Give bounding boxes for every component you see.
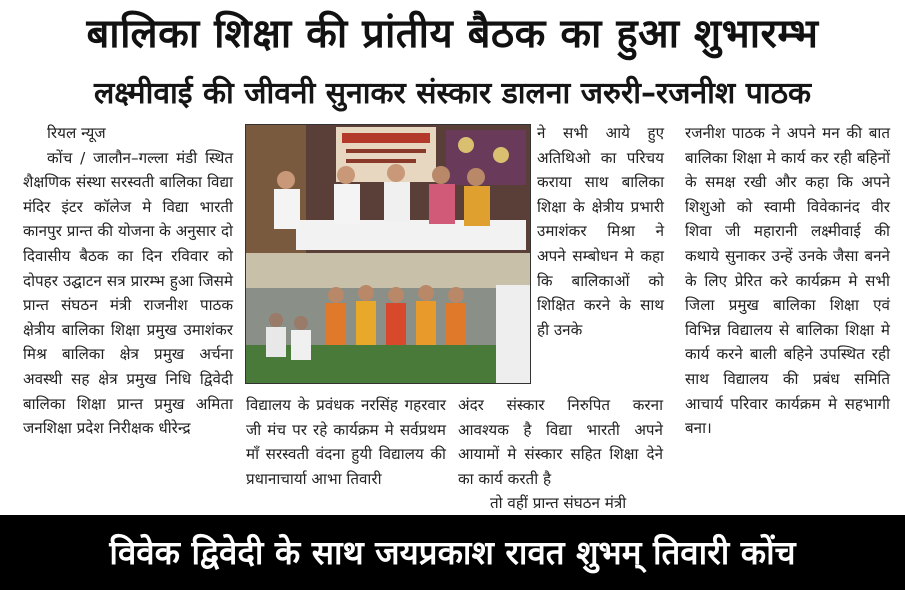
article-paragraph: ने सभी आये हुए अतिथिओ का परिचय कराया साथ बालिका शिक्षा के क्षेत्रीय प्रभारी उमाशंकर मिश्रा ने अपने सम्बोधन मे कहा कि बालिकाओं को शिक्षित करने के साथ ही उनके xyxy=(537,124,664,339)
article-column-3-top xyxy=(537,121,664,391)
article-paragraph: तो वहीं प्रान्त संघठन मंत्री xyxy=(490,494,627,513)
subheadline: लक्ष्मीवाई की जीवनी सुनाकर संस्कार डालना जरुरी–रजनीश पाठक xyxy=(93,76,812,111)
credit-banner: विवेक द्विवेदी के साथ जयप्रकाश रावत शुभम् तिवारी कोंच xyxy=(0,515,905,590)
article-paragraph: रजनीश पाठक ने अपने मन की बात बालिका शिक्षा मे कार्य कर रही बहिनों के समक्ष रखी और कहा कि अपने शिशुओ को स्वामी विवेकानंद वीर शिवा जी महारानी लक्ष्मीवाई की कथाये सुनाकर उन्हें उनके जैसा बनने के लिए प्रेरित करे कार्यक्रम मे सभी जिला प्रमुख बालिका शिक्षा एवं विभिन्न विद्यालय से बालिका शिक्षा मे कार्य करने बाली बहिने उपस्थित रही साथ विद्यालय की प्रबंध समिति आचार्य परिवार कार्यक्रम मे सहभागी बना। xyxy=(685,124,890,438)
article-column-2 xyxy=(246,393,446,511)
article-column-4 xyxy=(685,121,890,513)
news-source: रियल न्यूज xyxy=(47,124,106,142)
article-paragraph: विद्यालय के प्रवंधक नरसिंह गहरवार जी मंच पर रहे कार्यक्रम मे सर्वप्रथम माँ सरस्वती वंदना हुयी विद्यालय की प्रधानाचार्या आभा तिवारी xyxy=(246,396,446,488)
article-paragraph: अंदर संस्कार निरुपित करना आवश्यक है विद्या भारती अपने आयामों मे संस्कार सहित शिक्षा देने का कार्य करती है xyxy=(458,396,663,488)
article-column-1 xyxy=(23,121,233,513)
headline: बालिका शिक्षा की प्रांतीय बैठक का हुआ शुभारम्भ xyxy=(86,11,819,57)
article-paragraph: कोंच / जालौन–गल्ला मंडी स्थित शैक्षणिक संस्था सरस्वती बालिका विद्या मंदिर इंटर कॉलेज मे विद्या भारती कानपुर प्रान्त की योजना के अनुसार दो दिवासीय बैठक का दिन रविवार को दोपहर उद्घाटन सत्र प्रारम्भ हुआ जिसमे प्रान्त संघठन मंत्री राजनीश पाठक क्षेत्रीय बालिका शिक्षा प्रमुख उमाशंकर मिश्र बालिका क्षेत्र प्रमुख अर्चना अवस्थी सह क्षेत्र प्रमुख निधि द्विवेदी बालिका शिक्षा प्रान्त प्रमुख अमिता जनशिक्षा प्रदेश निरीक्षक धीरेन्द्र xyxy=(23,148,233,438)
event-photo-illustration xyxy=(246,125,530,383)
article-column-3-bottom xyxy=(458,393,663,511)
event-photo xyxy=(245,124,531,384)
